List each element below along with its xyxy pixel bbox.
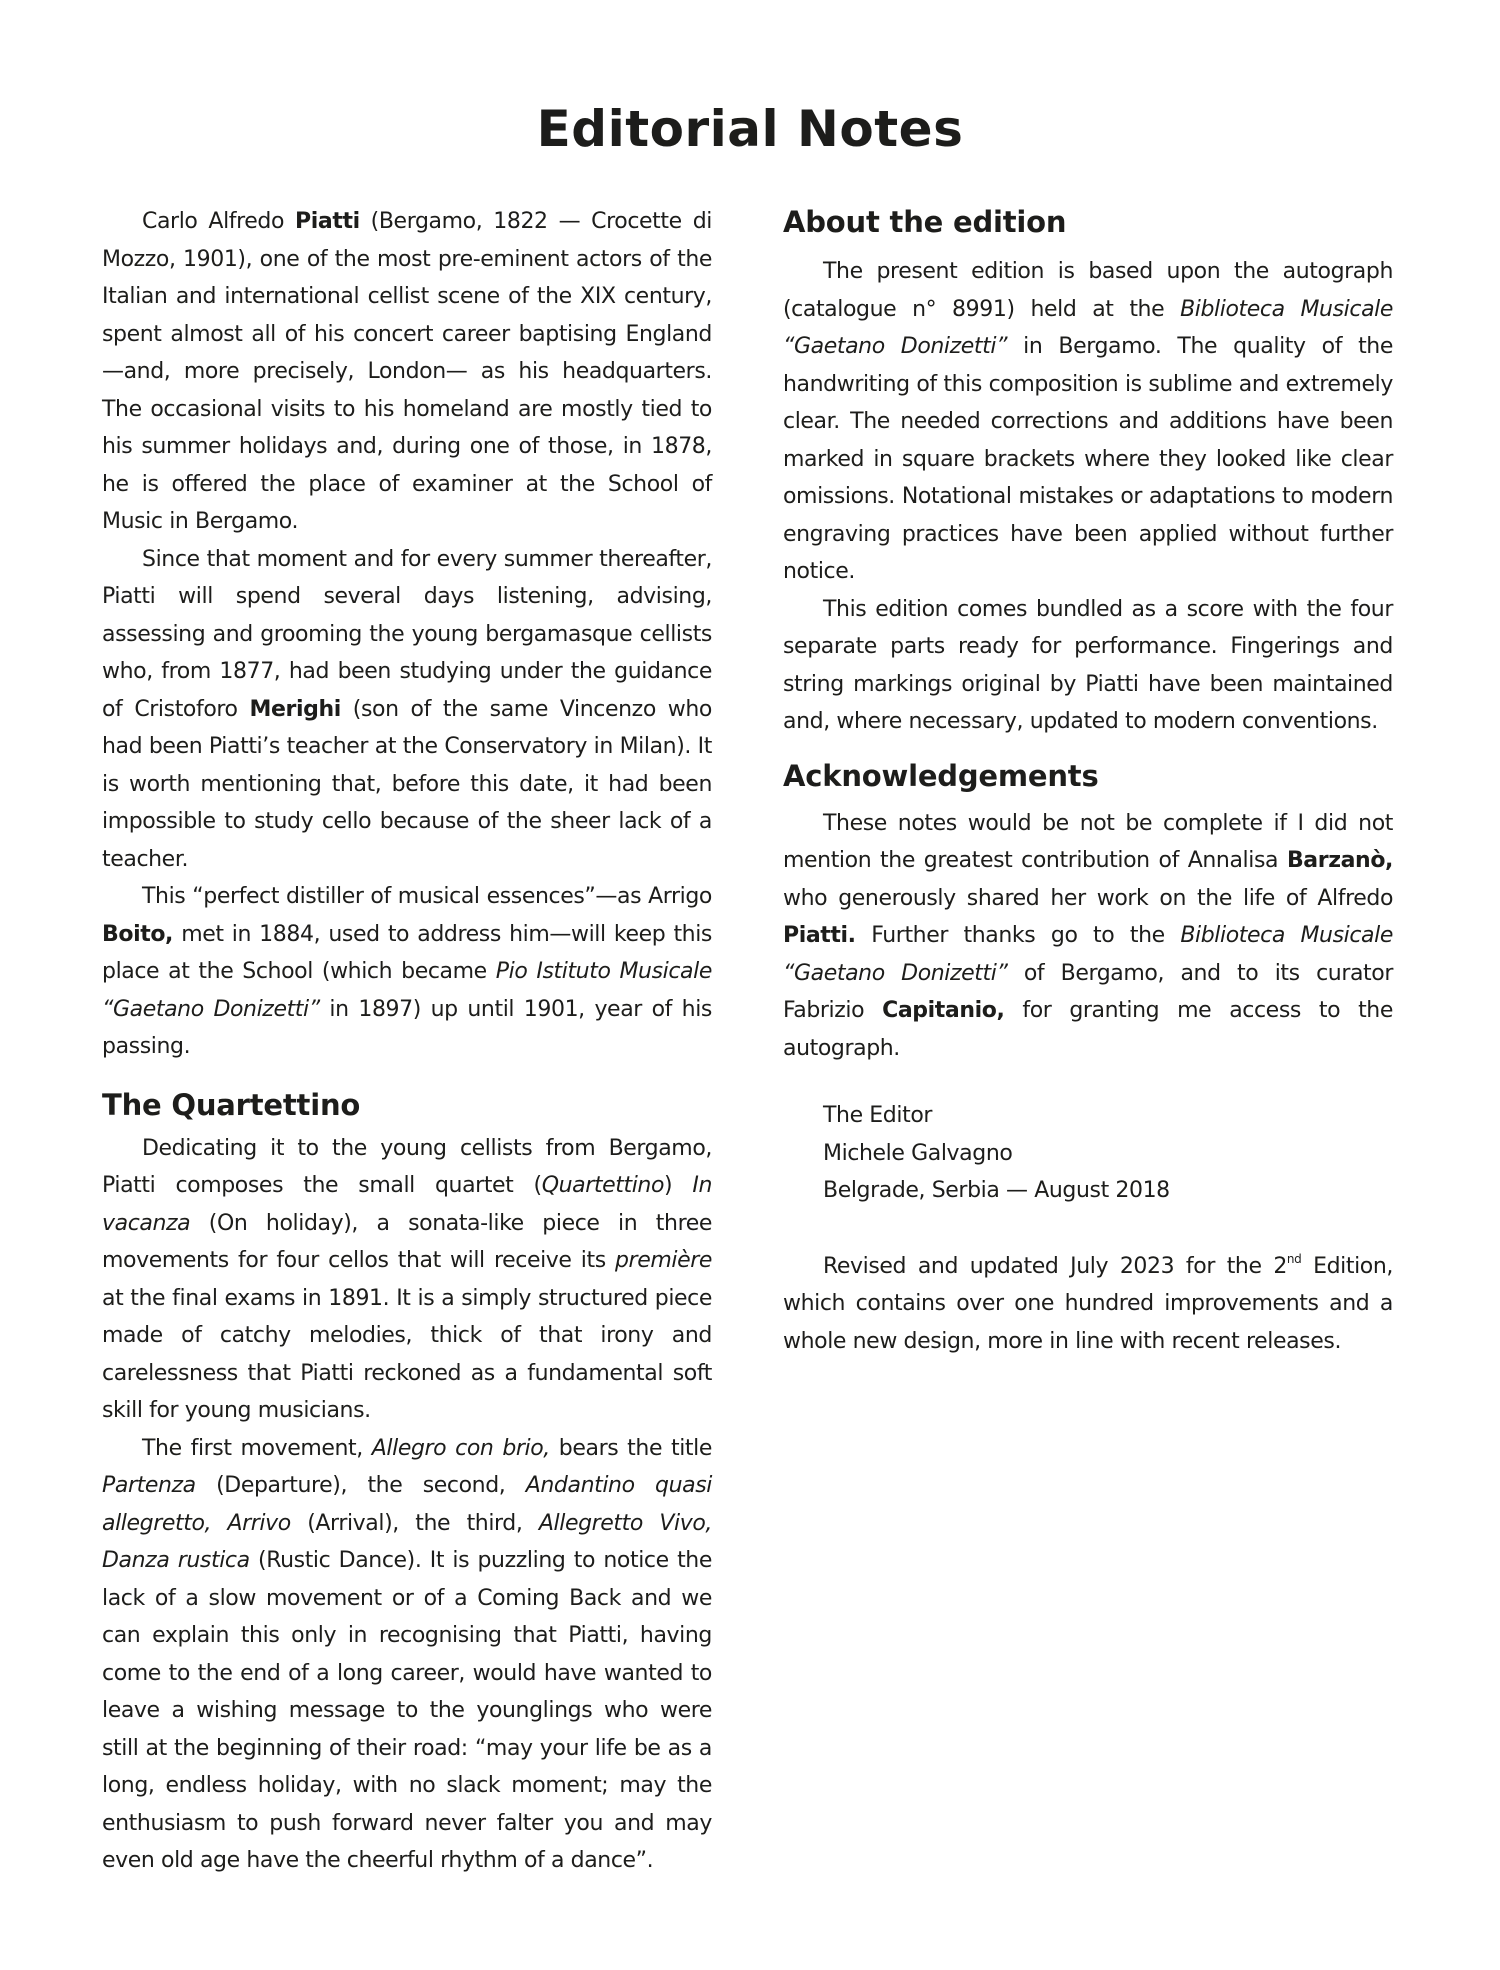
text-run: Further thanks go to the xyxy=(855,923,1181,948)
intro-paragraph-3 xyxy=(102,878,712,1066)
movement-title: Allegretto Vivo, Danza rustica xyxy=(102,1510,712,1573)
institute-name: Pio Istituto Musicale “Gaetano Donizetti” xyxy=(102,959,712,1022)
text-run: in Bergamo. The quality of the handwriting of this composition is sublime and extremely clear. The needed corrections and additions have been marked in square brackets where they looked like clear omissions. Notational mistakes or adaptations to modern engraving practices have been applied without further notice. xyxy=(783,334,1393,584)
text-run: for granting me access to the autograph. xyxy=(783,998,1393,1061)
name-piatti: Piatti xyxy=(295,209,360,234)
text-run: in 1897) up until 1901, year of his passing. xyxy=(102,996,712,1059)
text-run: (Bergamo, 1822 — Crocette di Mozzo, 1901), one of the most pre-eminent actors of the Italian and international cellist scene of the XIX century, spent almost all of his concert career baptising England —and, more precisely, London— as his headquarters. The occasional visits to his homeland are mostly tied to his summer holidays and, during one of those, in 1878, he is offered the place of examiner at the School of Music in Bergamo. xyxy=(102,209,713,534)
name-piatti: Piatti. xyxy=(783,923,856,948)
library-name: Biblioteca Musicale “Gaetano Donizetti” xyxy=(783,296,1393,359)
italic-term: Quartettino xyxy=(541,1173,665,1198)
text-run: bears the title xyxy=(549,1435,712,1461)
signature-role: The Editor xyxy=(823,1103,933,1128)
acknowledgements-paragraph xyxy=(783,805,1393,1068)
ordinal-suffix: nd xyxy=(1286,1251,1302,1266)
movement-title: Partenza xyxy=(102,1473,196,1498)
text-run: Dedicating it to the young cellists from Bergamo, Piatti composes the small quartet ( xyxy=(102,1135,712,1198)
intro-paragraph-1 xyxy=(102,203,712,541)
section-heading-about: About the edition xyxy=(783,205,1067,239)
text-run: Carlo Alfredo xyxy=(142,209,296,234)
signature-name: Michele Galvagno xyxy=(823,1140,1013,1166)
italic-term: première xyxy=(614,1248,712,1273)
movement-tempo: Allegro con brio, xyxy=(371,1435,550,1461)
about-paragraph-2: This edition comes bundled as a score with the four separate parts ready for performance. Fingerings and string markings original by Piatti have been maintained and, where necessary, updated to modern conventions. xyxy=(783,596,1393,734)
library-name: Biblioteca Musicale “Gaetano Donizetti” xyxy=(783,923,1393,986)
intro-paragraph-2 xyxy=(102,541,712,879)
text-run: This “perfect distiller of musical essences”—as Arrigo xyxy=(142,884,712,909)
name-barzano: Barzanò, xyxy=(1286,848,1393,873)
text-run: The first movement, xyxy=(142,1435,372,1461)
right-column xyxy=(783,203,1393,1360)
section-heading-quartettino: The Quartettino xyxy=(102,1087,361,1122)
name-capitanio: Capitanio, xyxy=(882,998,1005,1023)
text-run: met in 1884, used to address him—will keep this place at the School (which became xyxy=(102,921,712,984)
text-run: (son of the same Vincenzo who had been Piatti’s teacher at the Conservatory in Milan). It is worth mentioning that, before this date, it had been impossible to study cello because of the sheer lack of a teacher. xyxy=(102,696,712,872)
text-run: (Arrival), the third, xyxy=(290,1510,539,1536)
about-paragraph-1 xyxy=(783,253,1393,591)
text-run: Revised and updated July 2023 for the 2 xyxy=(823,1253,1287,1279)
text-run: Edition, which contains over one hundred improvements and a whole new design, more in line with recent releases. xyxy=(783,1253,1393,1354)
editor-signature xyxy=(783,1097,1393,1210)
name-merighi: Merighi xyxy=(249,696,341,722)
name-boito: Boito, xyxy=(102,921,174,947)
quartettino-paragraph-2 xyxy=(102,1430,712,1880)
movement-title: Andantino quasi allegretto, Arrivo xyxy=(102,1473,712,1536)
text-run: at the final exams in 1891. It is a simply structured piece made of catchy melodies, thick of that irony and carelessness that Piatti reckoned as a fundamental soft skill for young musicians. xyxy=(102,1285,712,1423)
text-run: The present edition is based upon the autograph (catalogue n° 8991) held at the xyxy=(783,259,1393,322)
text-run: Since that moment and for every summer thereafter, Piatti will spend several days listening, advising, assessing and grooming the young bergamasque cellists who, from 1877, had been studying under the guidance of Cristoforo xyxy=(102,546,712,722)
text-run: These notes would be not be complete if I did not mention the greatest contribution of Annalisa xyxy=(783,810,1393,873)
page-title: Editorial Notes xyxy=(536,100,964,158)
text-run: (On holiday), a sonata-like piece in three movements for four cellos that will receive its xyxy=(102,1210,712,1273)
text-run: (Rustic Dance). It is puzzling to notice the lack of a slow movement or of a Coming Back and we can explain this only in recognising that Piatti, having come to the end of a long career, would have wanted to leave a wishing message to the younglings who were still at the beginning of their road: “may your life be as a long, endless holiday, with no slack moment; may the enthusiasm to push forward never falter you and may even old age have the cheerful rhythm of a dance”. xyxy=(102,1548,712,1873)
text-run: ) xyxy=(664,1173,693,1198)
text-run: (Departure), the second, xyxy=(195,1473,526,1498)
left-column xyxy=(102,203,712,1880)
quartettino-paragraph-1 xyxy=(102,1130,712,1430)
section-heading-acknowledgements: Acknowledgements xyxy=(783,758,1099,793)
signature-place-date: Belgrade, Serbia — August 2018 xyxy=(823,1178,1170,1203)
italic-term: In vacanza xyxy=(102,1173,712,1236)
revision-note xyxy=(783,1248,1393,1361)
text-run: who generously shared her work on the life of Alfredo xyxy=(783,885,1393,911)
text-run: of Bergamo, and to its curator Fabrizio xyxy=(783,960,1393,1023)
